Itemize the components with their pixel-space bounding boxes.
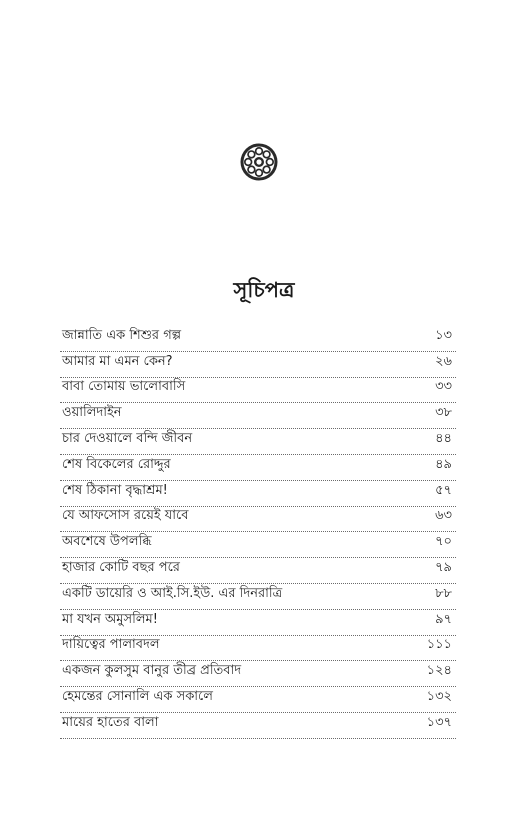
toc-entry [60,378,456,404]
toc-entry [60,507,456,533]
toc-entry [60,558,456,584]
toc-entry [60,532,456,558]
toc-entry-title: একজন কুলসুম বানুর তীব্র প্রতিবাদ [62,663,242,679]
toc-entry-page-number: ১৩২ [426,688,452,704]
toc-entry [60,661,456,687]
toc-entry [60,713,456,739]
toc-entry-page-number: ১২৪ [426,663,452,679]
toc-entry-title: জান্নাতি এক শিশুর গল্প [62,327,182,343]
toc-entry-page-number: ৪৪ [435,430,452,446]
toc-entry-title: হাজার কোটি বছর পরে [62,559,180,575]
toc-entry-title: আমার মা এমন কেন? [62,353,173,369]
toc-entry [60,481,456,507]
toc-entry-page-number: ৮৮ [435,585,452,601]
toc-entry [60,326,456,352]
toc-entry-title: শেষ ঠিকানা বৃদ্ধাশ্রম! [62,482,168,498]
toc-entry-title: মা যখন অমুসলিম! [62,611,158,627]
toc-entry-title: চার দেওয়ালে বন্দি জীবন [62,430,193,446]
toc-entry-page-number: ১৩৭ [426,714,452,730]
toc-entry-page-number: ১১১ [426,637,452,653]
toc-entry [60,352,456,378]
toc-entry [60,584,456,610]
toc-entry-title: দায়িত্বের পালাবদল [62,637,160,653]
toc-entry-page-number: ১৩ [435,327,452,343]
toc-entry-page-number: ২৬ [435,353,452,369]
toc-entry [60,455,456,481]
toc-entry-page-number: ৯৭ [435,611,452,627]
toc-entry-page-number: ৩৮ [435,405,452,421]
toc-entry [60,429,456,455]
toc-entry-page-number: ৭০ [435,534,452,550]
toc-entry-title: একটি ডায়েরি ও আই.সি.ইউ. এর দিনরাত্রি [62,585,283,601]
toc-entry-title: শেষ বিকেলের রোদ্দুর [62,456,171,472]
toc-entry-title: হেমন্তের সোনালি এক সকালে [62,688,213,704]
toc-entry [60,636,456,662]
toc-entry-page-number: ৭৯ [435,559,452,575]
toc-entry-page-number: ৬৩ [435,508,452,524]
table-of-contents [60,326,456,739]
toc-entry-page-number: ৩৩ [435,379,452,395]
toc-entry-title: যে আফসোস রয়েই যাবে [62,508,189,524]
toc-entry-title: মায়ের হাতের বালা [62,714,159,730]
page-title: সূচিপত্র [233,278,295,302]
flower-rosette-icon [239,142,279,182]
toc-entry [60,403,456,429]
toc-entry-title: ওয়ালিদাইন [62,405,122,421]
toc-entry [60,610,456,636]
toc-entry-page-number: ৫৭ [435,482,452,498]
toc-entry-page-number: ৪৯ [435,456,452,472]
toc-entry-title: বাবা তোমায় ভালোবাসি [62,379,186,395]
toc-entry-title: অবশেষে উপলব্ধি [62,534,152,550]
toc-entry [60,687,456,713]
